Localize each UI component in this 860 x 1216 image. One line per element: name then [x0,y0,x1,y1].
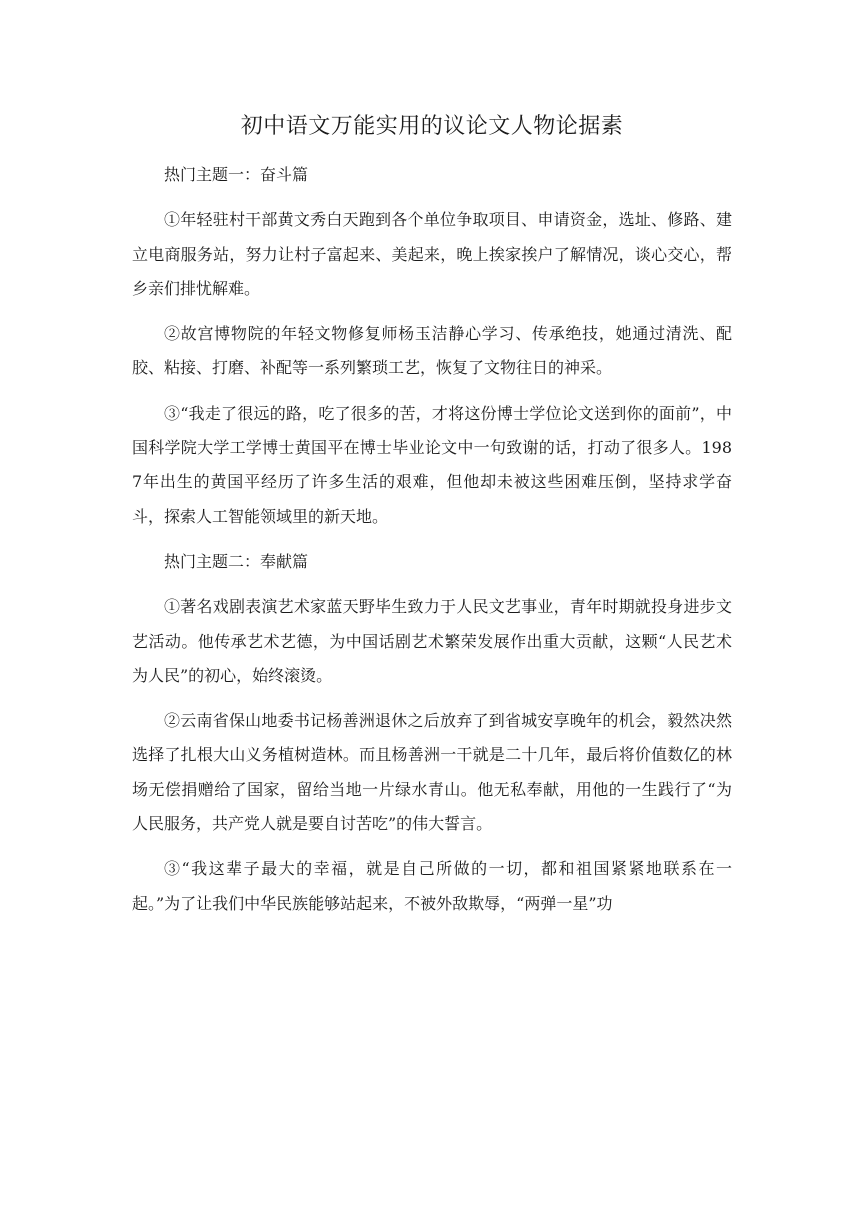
section-heading: 热门主题二：奉献篇 [164,551,309,571]
paragraph: ①年轻驻村干部黄文秀白天跑到各个单位争取项目、申请资金，选址、修路、建立电商服务站，努力让村子富起来、美起来，晚上挨家挨户了解情况，谈心交心，帮乡亲们排忧解难。 [132,210,732,298]
document-body [132,158,732,932]
section-heading: 热门主题一：奋斗篇 [164,165,309,184]
paragraph: ③“我走了很远的路，吃了很多的苦，才将这份博士学位论文送到你的面前”，中国科学院大学工学博士黄国平在博士毕业论文中一句致谢的话，打动了很多人。1987年出生的黄国平经历了许多生活的艰难，但他却未被这些困难压倒，坚持求学奋斗，探索人工智能领域里的新天地。 [132,403,732,526]
paragraph: ①著名戏剧表演艺术家蓝天野毕生致力于人民文艺事业，青年时期就投身进步文艺活动。他传承艺术艺德，为中国话剧艺术繁荣发展作出重大贡献，这颗“人民艺术为人民”的初心，始终滚烫。 [132,597,732,685]
paragraph: ②故宫博物院的年轻文物修复师杨玉洁静心学习、传承绝技，她通过清洗、配胶、粘接、打磨、补配等一系列繁琐工艺，恢复了文物往日的神采。 [132,324,732,378]
paragraph: ③“我这辈子最大的幸福，就是自己所做的一切，都和祖国紧紧地联系在一起。”为了让我们中华民族能够站起来，不被外敌欺辱，“两弹一星”功 [132,859,732,913]
paragraph: ②云南省保山地委书记杨善洲退休之后放弃了到省城安享晚年的机会，毅然决然选择了扎根大山义务植树造林。而且杨善洲一干就是二十几年，最后将价值数亿的林场无偿捐赠给了国家，留给当地一片绿水青山。他无私奉献，用他的一生践行了“为人民服务，共产党人就是要自讨苦吃”的伟大誓言。 [132,711,732,834]
document-title: 初中语文万能实用的议论文人物论据素 [240,114,624,139]
